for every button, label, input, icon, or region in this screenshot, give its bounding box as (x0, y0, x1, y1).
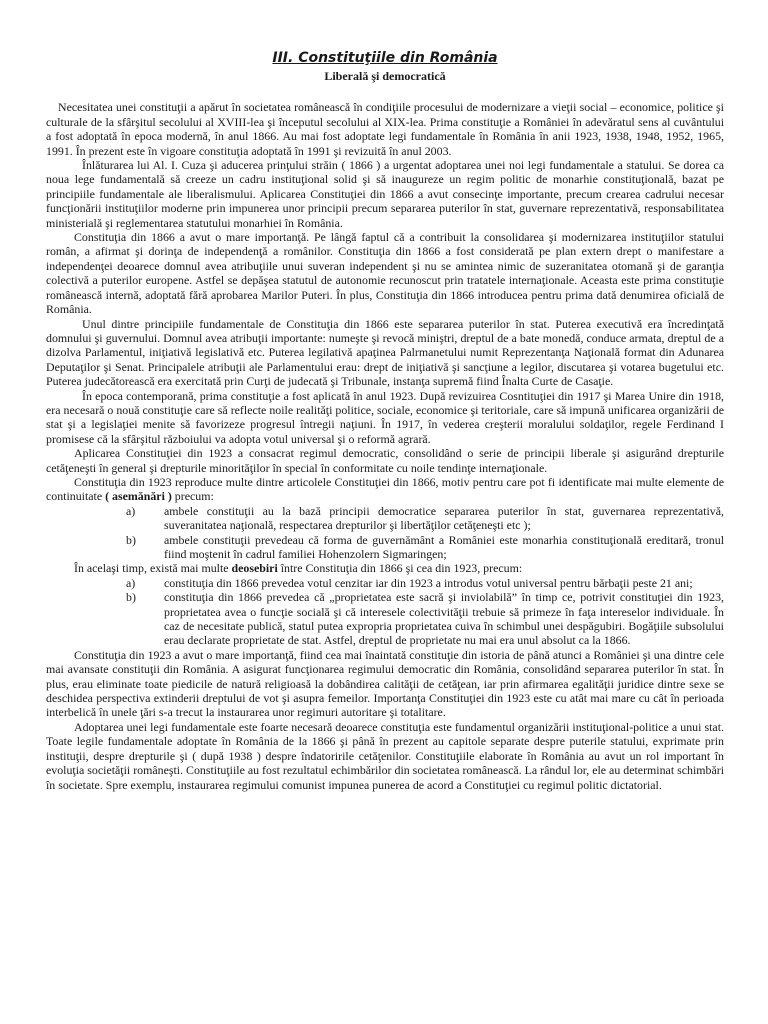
similarities-list (46, 504, 724, 562)
paragraph-differences (46, 561, 724, 575)
paragraph-importance-1923: Constituţia din 1923 a avut o mare importanţă, fiind cea mai înaintată constituţie din istoria de până atunci a României şi una dintre cele mai avansate constituţii din România. A asigurat funcţionarea regimului democratic din România, consolidând separarea puterilor în stat. În plus, erau eliminate toate piedicile de natură religioasă la dobândirea calităţii de cetăţean, iar prin afirmarea egalităţii juridice dintre sexe se deschidea perspectiva extinderii dreptului de vot şi asupra femeilor. Importanţa Constituţiei din 1923 este cu atât mai mare cu cât în perioada interbelică în unele ţări s-a trecut la instaurarea unor regimuri autoritare şi totalitare. (46, 647, 724, 720)
paragraph-cuza: Înlăturarea lui Al. I. Cuza şi aducerea prinţului străin ( 1866 ) a urgentat adoptarea unei noi legi fundamentale a statului. Se dorea ca noua lege fundamentală să creeze un cadru instituţional solid şi să inaugureze un regim politic de monarhie constituţională, bazat pe principiile fundamentale ale liberalismului. Aplicarea Constituţiei din 1866 a avut consecinţe importante, precum crearea cadrului necesar funcţionării instituţiilor moderne prin impunerea unor principii precum separarea puterilor în stat, guvernare reprezentativă, responsabilitatea ministerială şi reglementarea statutului monarhiei în România. (46, 158, 724, 230)
differences-list (46, 576, 724, 648)
paragraph-separation-powers: Unul dintre principiile fundamentale de Constituţia din 1866 este separarea puterilor în stat. Puterea executivă era încredinţată domnului şi guvernului. Domnul avea atribuţii importante: numeşte şi revocă miniştri, dreptul de a bate monedă, conduce armata, dreptul de a dizolva Parlamentul, iniţiativă legislativă etc. Puterea legilativă apaţinea Palrmanetului numit Reprezentanţa Naţională format din Adunarea Deputaţilor şi Senat. Principalele atribuţii ale Parlamentului erau: drept de iniţiativă şi sancţiune a legilor, discutarea şi votarea bugetului etc. Puterea judecătorească era exercitată prin Curţi de judecată şi Tribunale, instanţa supremă fiind Înalta Curte de Casaţie. (46, 316, 724, 389)
document-title: III. Constituţiile din România (272, 50, 498, 66)
list-item (46, 504, 724, 533)
list-item-text: ambele constituţii au la bază principii democratice separarea puterilor în stat, guvernarea reprezentativă, suveranitatea naţională, respectarea drepturilor şi libertăţilor cetăţeneşti etc ); (164, 503, 724, 533)
continuity-text-a: Constituţia din 1923 reproduce multe dintre articolele Constituţiei din 1866, motiv pentru care pot fi identificate mai multe elemente de continuitate (46, 474, 724, 504)
list-item-label: b) (126, 590, 136, 605)
list-item (46, 576, 724, 590)
list-item (46, 533, 724, 562)
differences-text-b: între Constituţia din 1866 şi cea din 1923, precum: (277, 561, 523, 576)
list-item (46, 590, 724, 648)
list-item-label: b) (126, 532, 136, 547)
paragraph-continuity (46, 475, 724, 504)
document-page (46, 50, 724, 792)
paragraph-importance-1866: Constituţia din 1866 a avut o mare importanţă. Pe lângă faptul că a contribuit la consolidarea şi modernizarea instituţiilor statului român, a afirmat şi dorinţa de independenţă a românilor. Constituţia din 1866 a fost considerată pe plan extern drept o manifestare a independenţei deoarece domnul avea atribuţiile unui suveran independent şi nu se amintea nimic de suzeranitatea otomană şi de garanţia colectivă a puterilor europene. Astfel se depăşea statutul de autonomie recunoscut prin tratatele internaţionale. Aceasta este prima constituţie românească internă, adoptată fără aprobarea Marilor Puteri. În plus, Constituţia din 1866 introducea pentru prima dată denumirea oficială de România. (46, 230, 724, 317)
list-item-label: a) (126, 503, 136, 518)
list-item-text: ambele constituţii prevedeau că forma de guvernământ a României este monarhia constituţională ereditară, tronul fiind moştenit în cadrul familiei Hohenzolern Sigmaringen; (164, 532, 724, 561)
differences-label: deosebiri (231, 561, 278, 576)
differences-text-a: În acelaşi timp, există mai multe (74, 561, 232, 576)
document-subtitle: Liberală şi democratică (324, 69, 446, 83)
paragraph-1923-democratic: Aplicarea Constituţiei din 1923 a consacrat regimul democratic, consolidând o serie de principii liberale şi asigurând drepturile cetăţeneşti în general şi drepturile minorităţilor în special în conformitate cu noile tendinţe internaţionale. (46, 446, 724, 475)
list-item-text: constituţia din 1866 prevedea votul cenzitar iar din 1923 a introdus votul universal pentru bărbaţii peste 21 ani; (164, 575, 693, 590)
paragraph-conclusion: Adoptarea unei legi fundamentale este foarte necesară deoarece constituţia este fundamentul organizării instituţional-politice a unui stat. Toate legile fundamentale adoptate în România de la 1866 şi până în prezent au capitole separate despre puterile statului, exprimate prin instituţii, despre drepturile şi ( după 1938 ) despre îndatoririle cetăţenilor. Constituţiile elaborate în România au avut un rol important în evoluţia societăţii româneşti. Constituţiile au fost rezultatul echimbărilor din societatea românească. La rândul lor, ele au determinat schimbări în societate. Spre exemplu, instaurarea regimului comunist impunea punerea de acord a Constituţiei cu regimul politic dictatorial. (46, 719, 724, 792)
paragraph-intro: Necesitatea unei constituţii a apărut în societatea românească în condiţiile procesului de modernizare a vieţii social – economice, politice şi culturale de la sfârşitul secolului al XVIII-lea şi începutul secolului al XIX-lea. Prima constituţie a României în adevăratul sens al cuvântului a fost adoptată în epoca modernă, în anul 1866. Au mai fost adoptate legi fundamentale în România în anii 1923, 1938, 1948, 1952, 1965, 1991. În prezent este în vigoare constituţia adoptată în 1991 şi revizuită în anul 2003. (46, 100, 724, 158)
list-item-text: constituţia din 1866 prevedea că „proprietatea este sacră şi inviolabilă” în timp ce, potrivit constituţiei din 1923, proprietatea avea o funcţie socială şi că interesele colectivităţii trebuie să primeze în faţa intereselor individuale. În caz de necesitate publică, statul putea expropria proprietatea cuiva în schimbul unei despăgubiri. Bogăţiile subsolului erau declarate proprietate de stat. Astfel, dreptul de proprietate nu mai era unul absolut ca la 1866. (164, 590, 724, 648)
similarities-label: ( asemănări ) (105, 489, 172, 504)
list-item-label: a) (126, 575, 136, 590)
paragraph-1923-context: În epoca contemporană, prima constituţie a fost aplicată în anul 1923. După revizuirea Cosntituţiei din 1917 şi Marea Unire din 1918, era necesară o nouă constituţie care să reflecte noile realităţi politice, sociale, economice şi teritoriale, care să impună unificarea organizării de stat şi a legislaţiei menite să favorizeze progresul întregii naţiuni. În 1917, în vederea creşterii moralului soldaţilor, regele Ferdinand I promisese că la sfârşitul războiului va adopta votul universal şi o reformă agrară. (46, 388, 724, 446)
continuity-text-b: precum: (171, 489, 214, 504)
